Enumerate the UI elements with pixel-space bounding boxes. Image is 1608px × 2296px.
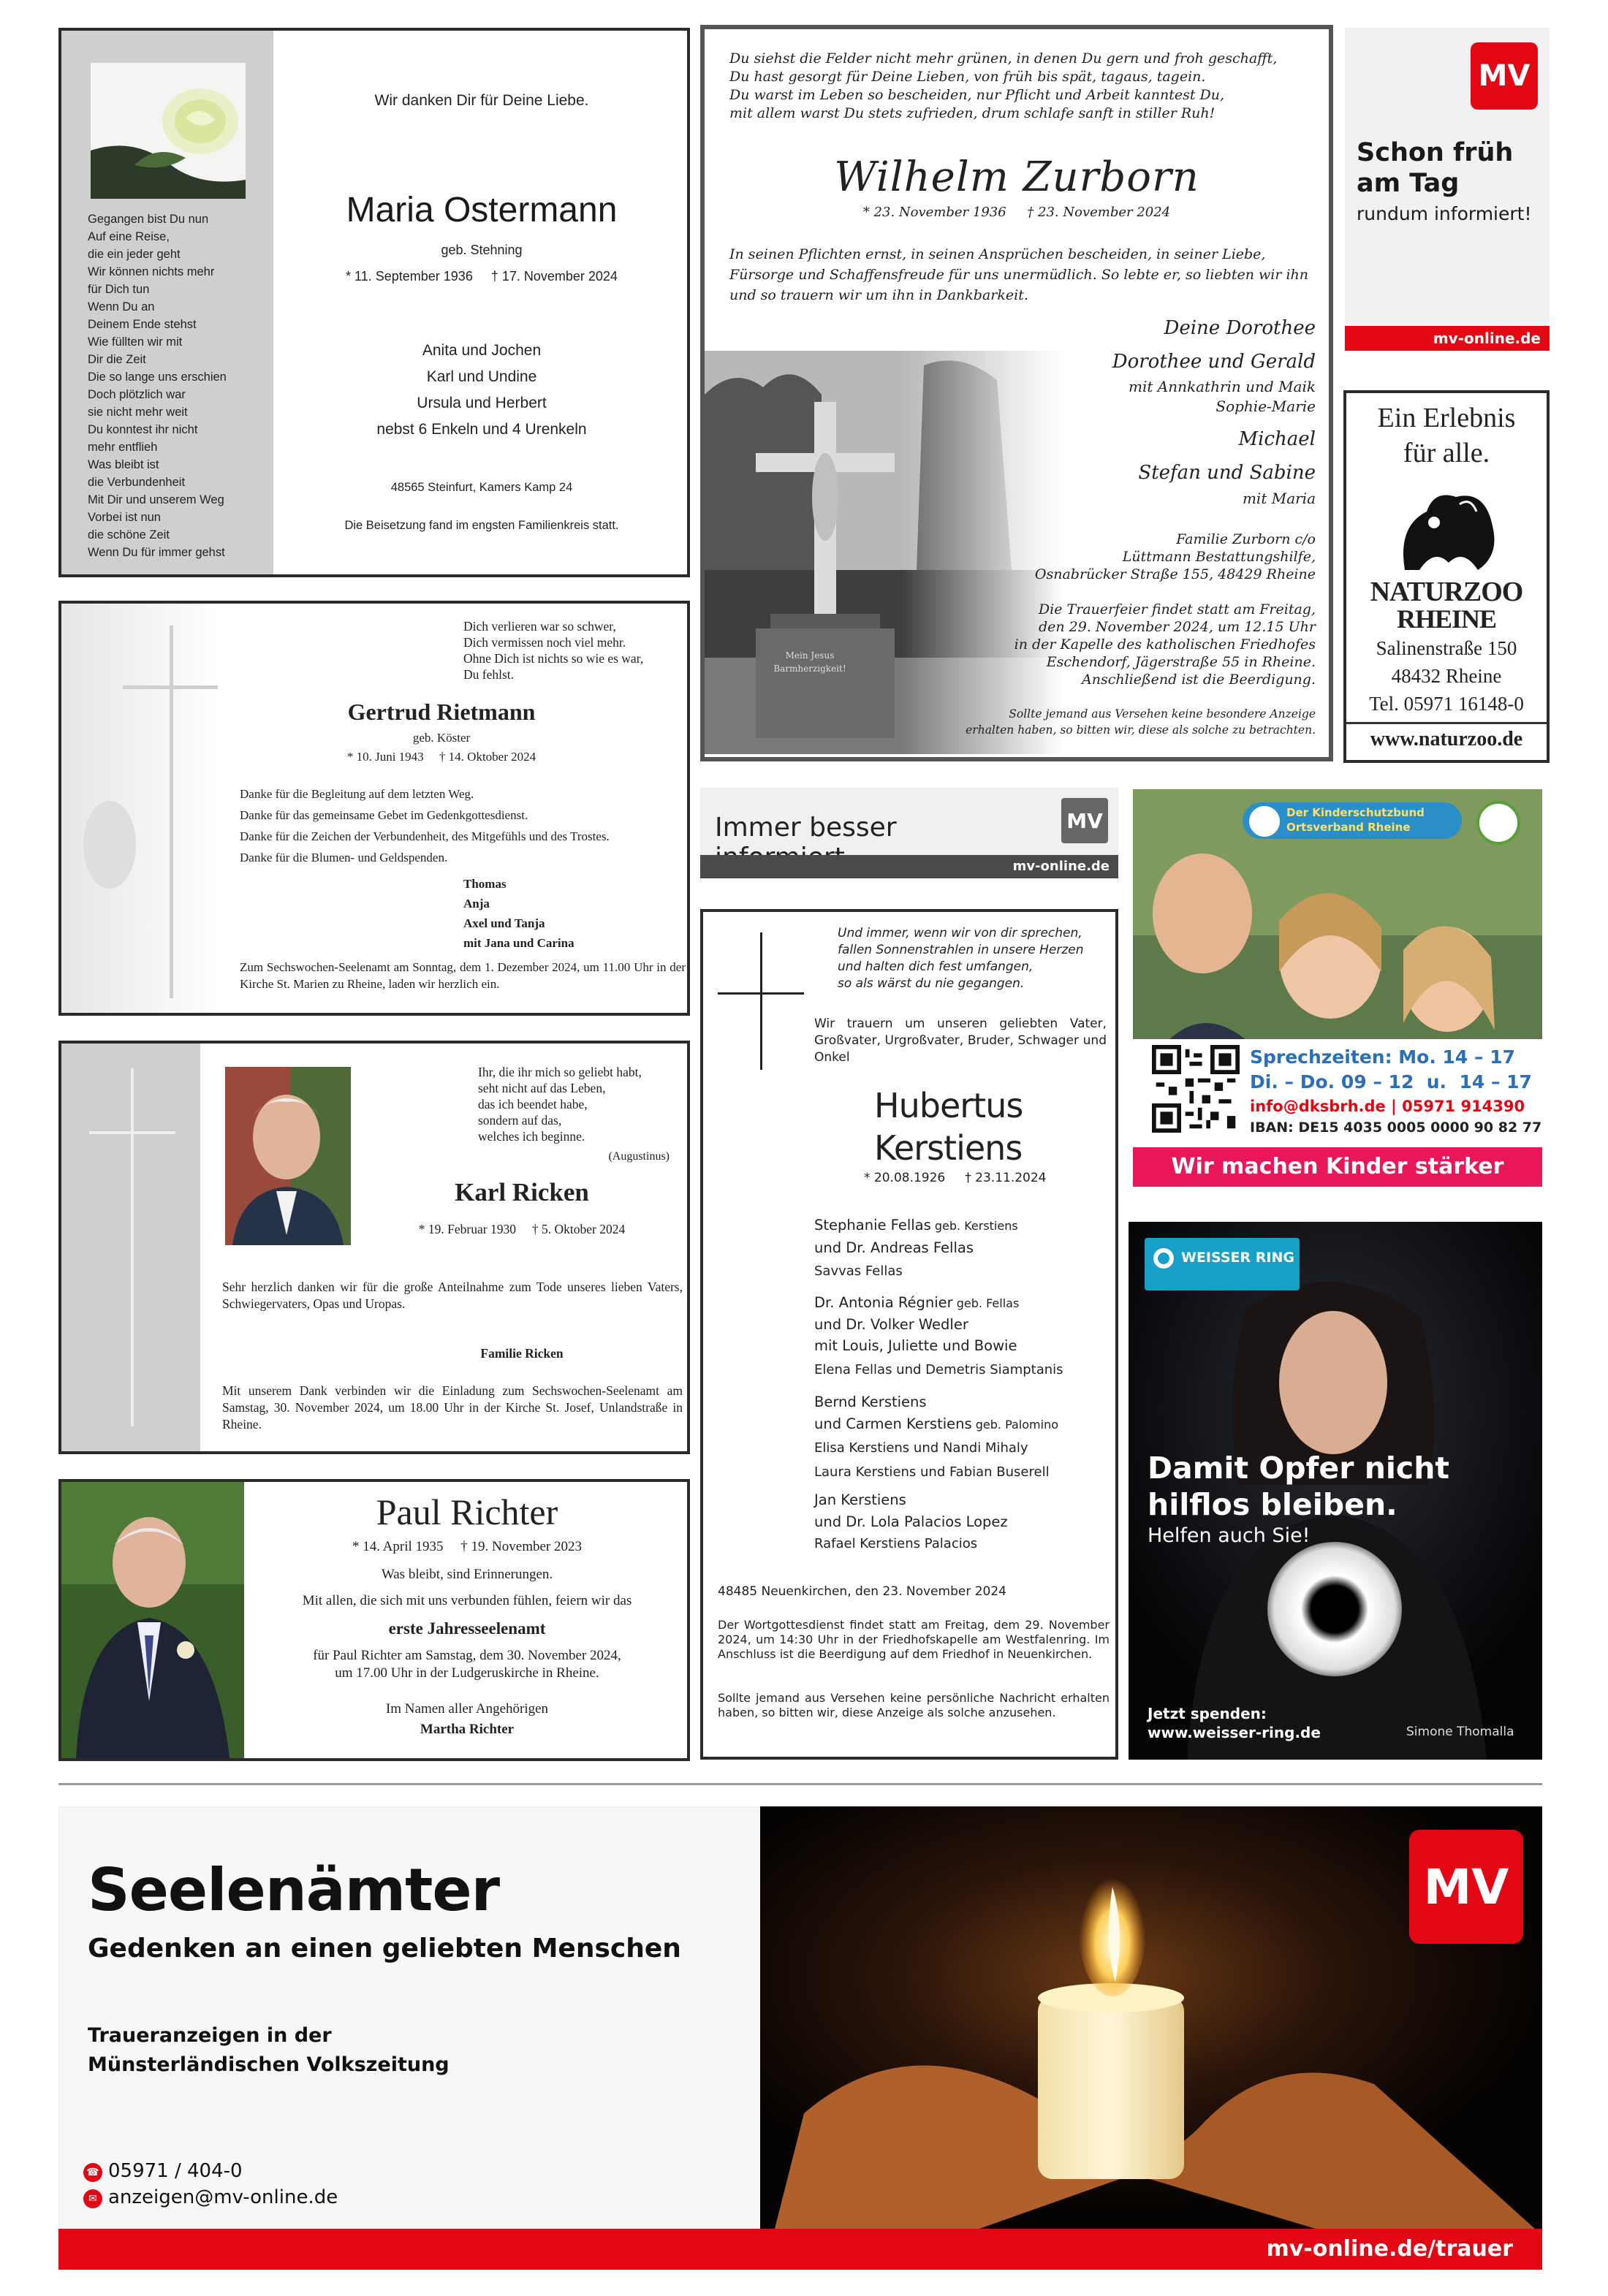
section-divider: [58, 1783, 1542, 1785]
poem-text: Ihr, die ihr mich so geliebt habt, seht nicht auf das Leben, das ich beendet habe, sondern auf das, welches ich beginne.: [478, 1065, 642, 1144]
url-bar[interactable]: mv-online.de: [1345, 326, 1550, 351]
badge-icon: [1476, 801, 1520, 845]
ad-mv-informed[interactable]: [700, 788, 1118, 878]
zoo-logo-animals: [1390, 482, 1500, 577]
subline: Helfen auch Sie!: [1148, 1524, 1311, 1547]
family-group-4: [814, 1489, 1114, 1555]
footer-note: Sollte jemand aus Versehen keine besondere Anzeige erhalten haben, so bitten wir, diese als solche zu betrachten.: [966, 707, 1316, 737]
ring-icon: [1153, 1248, 1174, 1269]
ad-kinderschutzbund[interactable]: [1133, 789, 1542, 1187]
service-info: Zum Sechswochen-Seelenamt am Sonntag, dem 1. Dezember 2024, um 11.00 Uhr in der Kirche St. Marien zu Rheine, laden wir herzlich ein.: [240, 960, 686, 991]
invitation: Mit allen, die sich mit uns verbunden fühlen, feiern wir das: [302, 1593, 632, 1608]
org-name: Der Kinderschutzbund Ortsverband Rheine: [1286, 806, 1425, 834]
ad-weisser-ring[interactable]: [1129, 1222, 1542, 1760]
rose-photo: [91, 63, 246, 199]
slogan-bar: Wir machen Kinder stärker: [1133, 1147, 1542, 1187]
brand-city: RHEINE: [1396, 604, 1497, 634]
cross-vertical: [760, 932, 762, 1070]
quote: Was bleibt, sind Erinnerungen.: [381, 1567, 553, 1582]
family-member: Savvas Fellas: [814, 1263, 903, 1279]
obituary-rietmann: [58, 601, 690, 1016]
family-member: Elena Fellas und Demetris Siamptanis: [814, 1362, 1063, 1377]
obituary-ostermann: [58, 28, 690, 577]
url-bar[interactable]: mv-online.de: [700, 855, 1118, 878]
family-group-2: [814, 1292, 1114, 1380]
address: Salinenstraße 150 48432 Rheine Tel. 05971 16148-0: [1369, 637, 1524, 715]
brand-name: WEISSER RING: [1181, 1250, 1294, 1266]
headline: Damit Opfer nicht hilflos bleiben.: [1148, 1451, 1450, 1522]
url-bar[interactable]: mv-online.de/trauer: [58, 2229, 1542, 2270]
cross-column: [61, 1044, 200, 1451]
family-member: und Dr. Volker Wedler mit Louis, Juliette und Bowie: [814, 1316, 1017, 1354]
birth-name: geb. Fellas: [952, 1296, 1020, 1310]
cross-horizontal: [89, 1131, 175, 1134]
funeral-note: Die Beisetzung fand im engsten Familienkreis statt.: [344, 519, 619, 532]
email[interactable]: anzeigen@mv-online.de: [108, 2186, 338, 2208]
family-2: Dorothee und Gerald: [1112, 351, 1316, 373]
slogan: Immer besser: [715, 813, 897, 843]
obituary-kerstiens: [700, 909, 1118, 1760]
mv-logo: MV: [1061, 798, 1108, 843]
qr-code[interactable]: [1152, 1045, 1240, 1133]
plaque-text: Mein Jesus Barmherzigkeit!: [773, 650, 846, 674]
place-date: 48485 Neuenkirchen, den 23. November 2024: [718, 1584, 1006, 1599]
obituary-zurborn: [700, 25, 1333, 761]
life-dates: * 19. Februar 1930 † 5. Oktober 2024: [418, 1222, 626, 1236]
deceased-name: Wilhelm Zurborn: [834, 153, 1199, 201]
portrait-photo: [225, 1067, 351, 1245]
family-member: und Carmen Kerstiens: [814, 1415, 972, 1432]
title: Seelenämter: [88, 1856, 500, 1924]
family-4: Stefan und Sabine: [1138, 462, 1316, 484]
signature: Martha Richter: [420, 1722, 515, 1737]
life-dates: * 20.08.1926 † 23.11.2024: [864, 1171, 1047, 1185]
deceased-name: Gertrud Rietmann: [347, 699, 536, 725]
family-list: Anita und Jochen Karl und Undine Ursula und Herbert nebst 6 Enkeln und 4 Urenkeln: [376, 342, 587, 438]
obituary-ricken: [58, 1041, 690, 1454]
deceased-name: Karl Ricken: [455, 1178, 589, 1206]
cross-horizontal: [718, 992, 804, 995]
life-dates: * 14. April 1935 † 19. November 2023: [352, 1539, 582, 1554]
phone[interactable]: 05971 / 404-0: [108, 2160, 243, 2182]
poem-source: (Augustinus): [608, 1150, 670, 1163]
heading: Wir danken Dir für Deine Liebe.: [374, 92, 589, 109]
family-1: Deine Dorothee: [1164, 317, 1316, 339]
mv-logo: MV: [1471, 42, 1538, 110]
poem-text: Gegangen bist Du nun Auf eine Reise, die ein jeder geht Wir können nichts mehr für Dich tun Wenn Du an Deinem Ende stehst Wie füllten wir mit Dir die Zeit Die so lange uns erschien Doch plötzlich war sie nicht mehr weit Du konntest ihr nicht mehr entflieh Was bleibt ist die Verbundenheit Mit Dir und unserem Weg Vorbei ist nun die schöne Zeit Wenn Du für immer gehst: [88, 213, 227, 559]
family-list: Thomas Anja Axel und Tanja mit Jana und Carina: [463, 877, 574, 950]
intro-text: Wir trauern um unseren geliebten Vater, Großvater, Urgroßvater, Bruder, Schwager und Onkel: [814, 1016, 1107, 1065]
service-info: für Paul Richter am Samstag, dem 30. November 2024, um 17.00 Uhr in der Ludgeruskirche in Rheine.: [313, 1648, 621, 1681]
deceased-name: Paul Richter: [376, 1491, 558, 1532]
url[interactable]: www.naturzoo.de: [1370, 728, 1523, 750]
thanks-text: Danke für die Begleitung auf dem letzten Weg. Danke für das gemeinsame Gebet im Gedenkgottesdienst. Danke für die Zeichen der Verbundenheit, des Mitgefühls und des Trostes. Danke für die Blumen- und Geldspenden.: [240, 787, 610, 864]
poem-text: Und immer, wenn wir von dir sprechen, fallen Sonnenstrahlen in unsere Herzen und halten dich fest umfangen, so als wärst du nie gegangen.: [838, 926, 1084, 991]
portrait-photo: [61, 1482, 244, 1758]
family-signature: Familie Ricken: [480, 1346, 564, 1361]
service-info: Mit unserem Dank verbinden wir die Einladung zum Sechswochen-Seelenamt am Samstag, 30. November 2024, um 18.00 Uhr in der Kirche St. Josef, Unlandstraße in Rheine.: [222, 1383, 683, 1432]
life-dates: * 10. Juni 1943 † 14. Oktober 2024: [346, 750, 536, 764]
birth-name: geb. Kerstiens: [930, 1219, 1018, 1233]
birth-name: geb. Palomino: [971, 1418, 1058, 1432]
headline: Schon früh am Tag: [1357, 138, 1514, 198]
family-group-3: [814, 1391, 1114, 1484]
obituary-richter: [58, 1479, 690, 1761]
mass-title: erste Jahresseelenamt: [388, 1619, 546, 1638]
iban-line: IBAN: DE15 4035 0005 0000 90 82 77: [1250, 1120, 1542, 1136]
hours-line-1: Sprechzeiten: Mo. 14 – 17: [1250, 1046, 1516, 1068]
life-dates: * 23. November 1936 † 23. November 2024: [862, 205, 1171, 220]
brand-name: NATURZOO: [1370, 577, 1523, 607]
family-group-1: [814, 1214, 1114, 1282]
subline: rundum informiert!: [1357, 203, 1532, 224]
ad-mv-morning[interactable]: [1345, 28, 1550, 351]
eulogy-text: In seinen Pflichten ernst, in seinen Ansprüchen bescheiden, in seiner Liebe, Fürsorge und Schaffensfreude für uns unermüdlich. So lebte er, so liebten wir ihn und so trauern wir um ihn in Dankbarkeit.: [729, 246, 1309, 303]
family-4-children: mit Maria: [1242, 490, 1316, 507]
headline: Ein Erlebnis für alle.: [1377, 403, 1516, 468]
family-member: Dr. Antonia Régnier: [814, 1294, 953, 1311]
cross-image: [61, 604, 222, 1013]
family-member: und Dr. Andreas Fellas: [814, 1239, 974, 1256]
family-member: Rafael Kerstiens Palacios: [814, 1536, 978, 1551]
contact-line[interactable]: info@dksbrh.de | 05971 914390: [1250, 1098, 1525, 1115]
poem-text: Dich verlieren war so schwer, Dich vermissen noch viel mehr. Ohne Dich ist nichts so wie es war, Du fehlst.: [463, 619, 644, 682]
thanks-text: Sehr herzlich danken wir für die große Anteilnahme zum Tode unseres lieben Vaters, Schwiegervaters, Opas und Uropas.: [222, 1280, 683, 1311]
poem-text: Du siehst die Felder nicht mehr grünen, in denen Du gern und froh geschafft, Du hast gesorgt für Deine Lieben, von früh bis spät, tagaus, tagein. Du warst im Leben so bescheiden, nur Pflicht und Arbeit kanntest Du, mit allem warst Du stets zufrieden, drum schlafe sanft in stiller Ruh!: [729, 50, 1278, 121]
url-divider: [1346, 722, 1547, 724]
photo-credit: Simone Thomalla: [1406, 1725, 1514, 1739]
family-member: Stephanie Fellas: [814, 1217, 931, 1233]
hours-line-2: Di. – Do. 09 – 12 u. 14 – 17: [1250, 1071, 1532, 1092]
subtitle: Gedenken an einen geliebten Menschen: [88, 1934, 681, 1964]
note-text: Sollte jemand aus Versehen keine persönliche Nachricht erhalten haben, so bitten wir, diese Anzeige als solche anzusehen.: [718, 1691, 1110, 1719]
contact-address: Familie Zurborn c/o Lüttmann Bestattungshilfe, Osnabrücker Straße 155, 48429 Rheine: [1034, 531, 1316, 582]
family-member: Jan Kerstiens und Dr. Lola Palacios Lopez: [814, 1491, 1008, 1530]
email-icon: ✉: [83, 2189, 102, 2208]
life-dates: * 11. September 1936 † 17. November 2024: [346, 269, 618, 284]
signature-intro: Im Namen aller Angehörigen: [385, 1701, 549, 1717]
donate-cta[interactable]: Jetzt spenden: www.weisser-ring.de: [1148, 1705, 1321, 1741]
birth-name: geb. Stehning: [441, 243, 523, 257]
cross-vertical: [131, 1068, 134, 1426]
deceased-name: Maria Ostermann: [346, 191, 618, 229]
house-icon: [1247, 804, 1282, 839]
family-2-children: mit Annkathrin und Maik Sophie-Marie: [1129, 378, 1316, 415]
phone-icon: ☎: [83, 2163, 102, 2182]
address: 48565 Steinfurt, Kamers Kamp 24: [390, 481, 573, 494]
family-member: Bernd Kerstiens: [814, 1394, 927, 1410]
ad-seelenaemter[interactable]: [58, 1806, 1542, 2270]
family-member: Elisa Kerstiens und Nandi Mihaly Laura Kerstiens und Fabian Buserell: [814, 1440, 1050, 1480]
deceased-name: Hubertus Kerstiens: [874, 1086, 1023, 1168]
description: Traueranzeigen in der Münsterländischen Volkszeitung: [88, 2024, 450, 2076]
ad-naturzoo[interactable]: [1343, 390, 1550, 763]
service-info: Die Trauerfeier findet statt am Freitag, den 29. November 2024, um 12.15 Uhr in der Kapelle des katholischen Friedhofes Eschendorf, Jägerstraße 55 in Rheine. Anschließend ist die Beerdigung.: [1014, 601, 1316, 688]
family-3: Michael: [1238, 428, 1316, 450]
birth-name: geb. Köster: [412, 731, 471, 745]
service-info: Der Wortgottesdienst findet statt am Freitag, dem 29. November 2024, um 14:30 Uhr in der Friedhofskapelle am Westfalenring. Im Anschluss ist die Beerdigung auf dem Friedhof in Neuenkirchen.: [718, 1618, 1110, 1661]
mv-logo: MV: [1409, 1830, 1523, 1944]
